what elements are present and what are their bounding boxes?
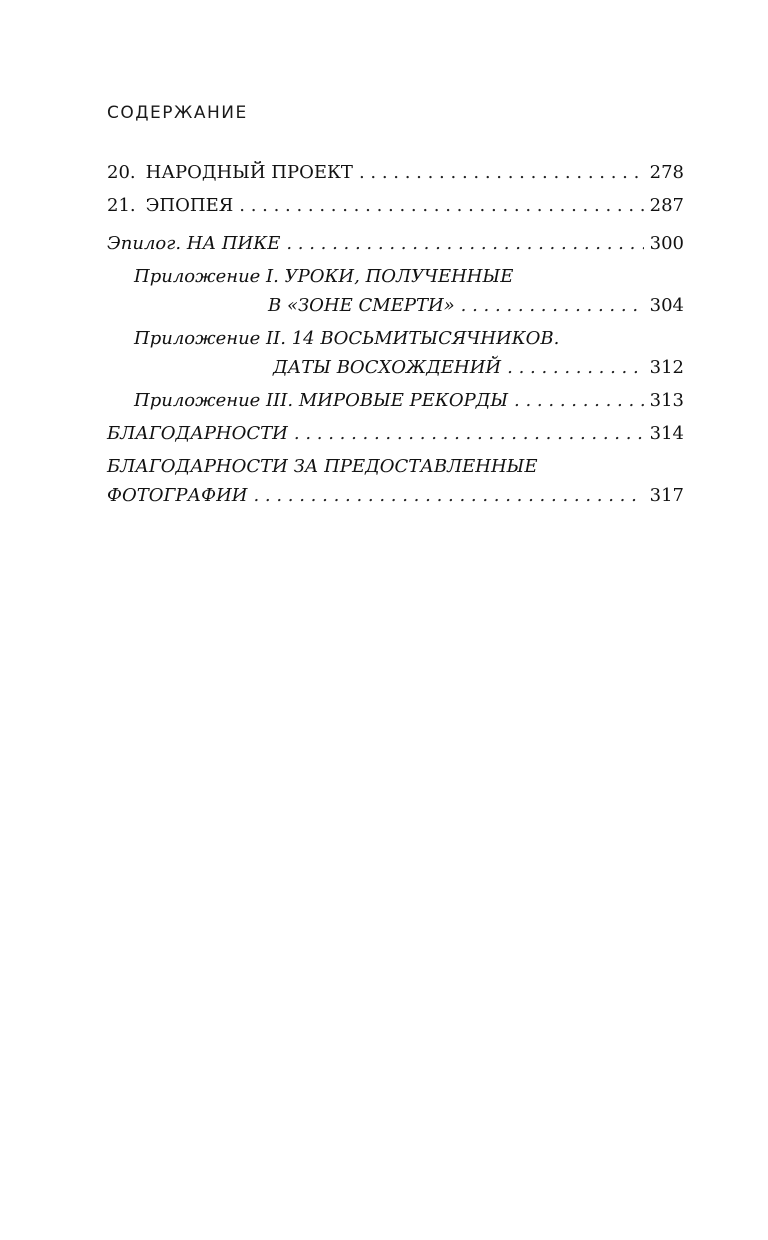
entry-title-line-2: В «ЗОНЕ СМЕРТИ»	[268, 295, 455, 316]
entry-prefix: Приложение I.	[134, 266, 279, 287]
toc-entry-appendix-2[interactable]	[107, 324, 684, 382]
entry-prefix: Эпилог.	[107, 233, 182, 254]
chapter-number: 21.	[107, 195, 136, 216]
toc-entry-acknowledgements[interactable]	[107, 419, 684, 448]
toc-entry-epilogue[interactable]	[107, 229, 684, 258]
entry-title: НА ПИКЕ	[186, 233, 281, 254]
entry-title-line-1: БЛАГОДАРНОСТИ ЗА ПРЕДОСТАВЛЕННЫЕ	[107, 456, 538, 477]
entry-title: НАРОДНЫЙ ПРОЕКТ	[145, 162, 353, 183]
page-number: 278	[649, 162, 684, 183]
entry-title-line-1: УРОКИ, ПОЛУЧЕННЫЕ	[284, 266, 514, 287]
entry-title-line-1: 14 ВОСЬМИТЫСЯЧНИКОВ.	[291, 328, 560, 349]
table-of-contents	[107, 158, 684, 510]
entry-title: БЛАГОДАРНОСТИ	[107, 423, 288, 444]
page-number: 312	[649, 357, 684, 378]
dot-leader	[239, 191, 643, 220]
dot-leader	[507, 353, 644, 382]
toc-entry-chapter-21[interactable]	[107, 191, 684, 220]
entry-title: МИРОВЫЕ РЕКОРДЫ	[298, 390, 509, 411]
entry-title-line-2: ФОТОГРАФИИ	[107, 485, 248, 506]
entry-prefix: Приложение II.	[134, 328, 286, 349]
dot-leader	[286, 229, 643, 258]
page-number: 313	[649, 390, 684, 411]
dot-leader	[461, 291, 644, 320]
page-number: 317	[649, 485, 684, 506]
page-number: 287	[649, 195, 684, 216]
dot-leader	[294, 419, 644, 448]
toc-entry-appendix-1[interactable]	[107, 262, 684, 320]
entry-title-line-2: ДАТЫ ВОСХОЖДЕНИЙ	[273, 357, 502, 378]
toc-entry-photo-credits[interactable]	[107, 452, 684, 510]
dot-leader	[359, 158, 644, 187]
page-number: 304	[649, 295, 684, 316]
entry-prefix: Приложение III.	[134, 390, 294, 411]
toc-entry-chapter-20[interactable]	[107, 158, 684, 187]
dot-leader	[514, 386, 644, 415]
page-number: 314	[649, 423, 684, 444]
chapter-number: 20.	[107, 162, 136, 183]
entry-title: ЭПОПЕЯ	[145, 195, 234, 216]
page-number: 300	[649, 233, 684, 254]
running-head: СОДЕРЖАНИЕ	[107, 103, 248, 123]
dot-leader	[253, 481, 643, 510]
toc-entry-appendix-3[interactable]	[107, 386, 684, 415]
